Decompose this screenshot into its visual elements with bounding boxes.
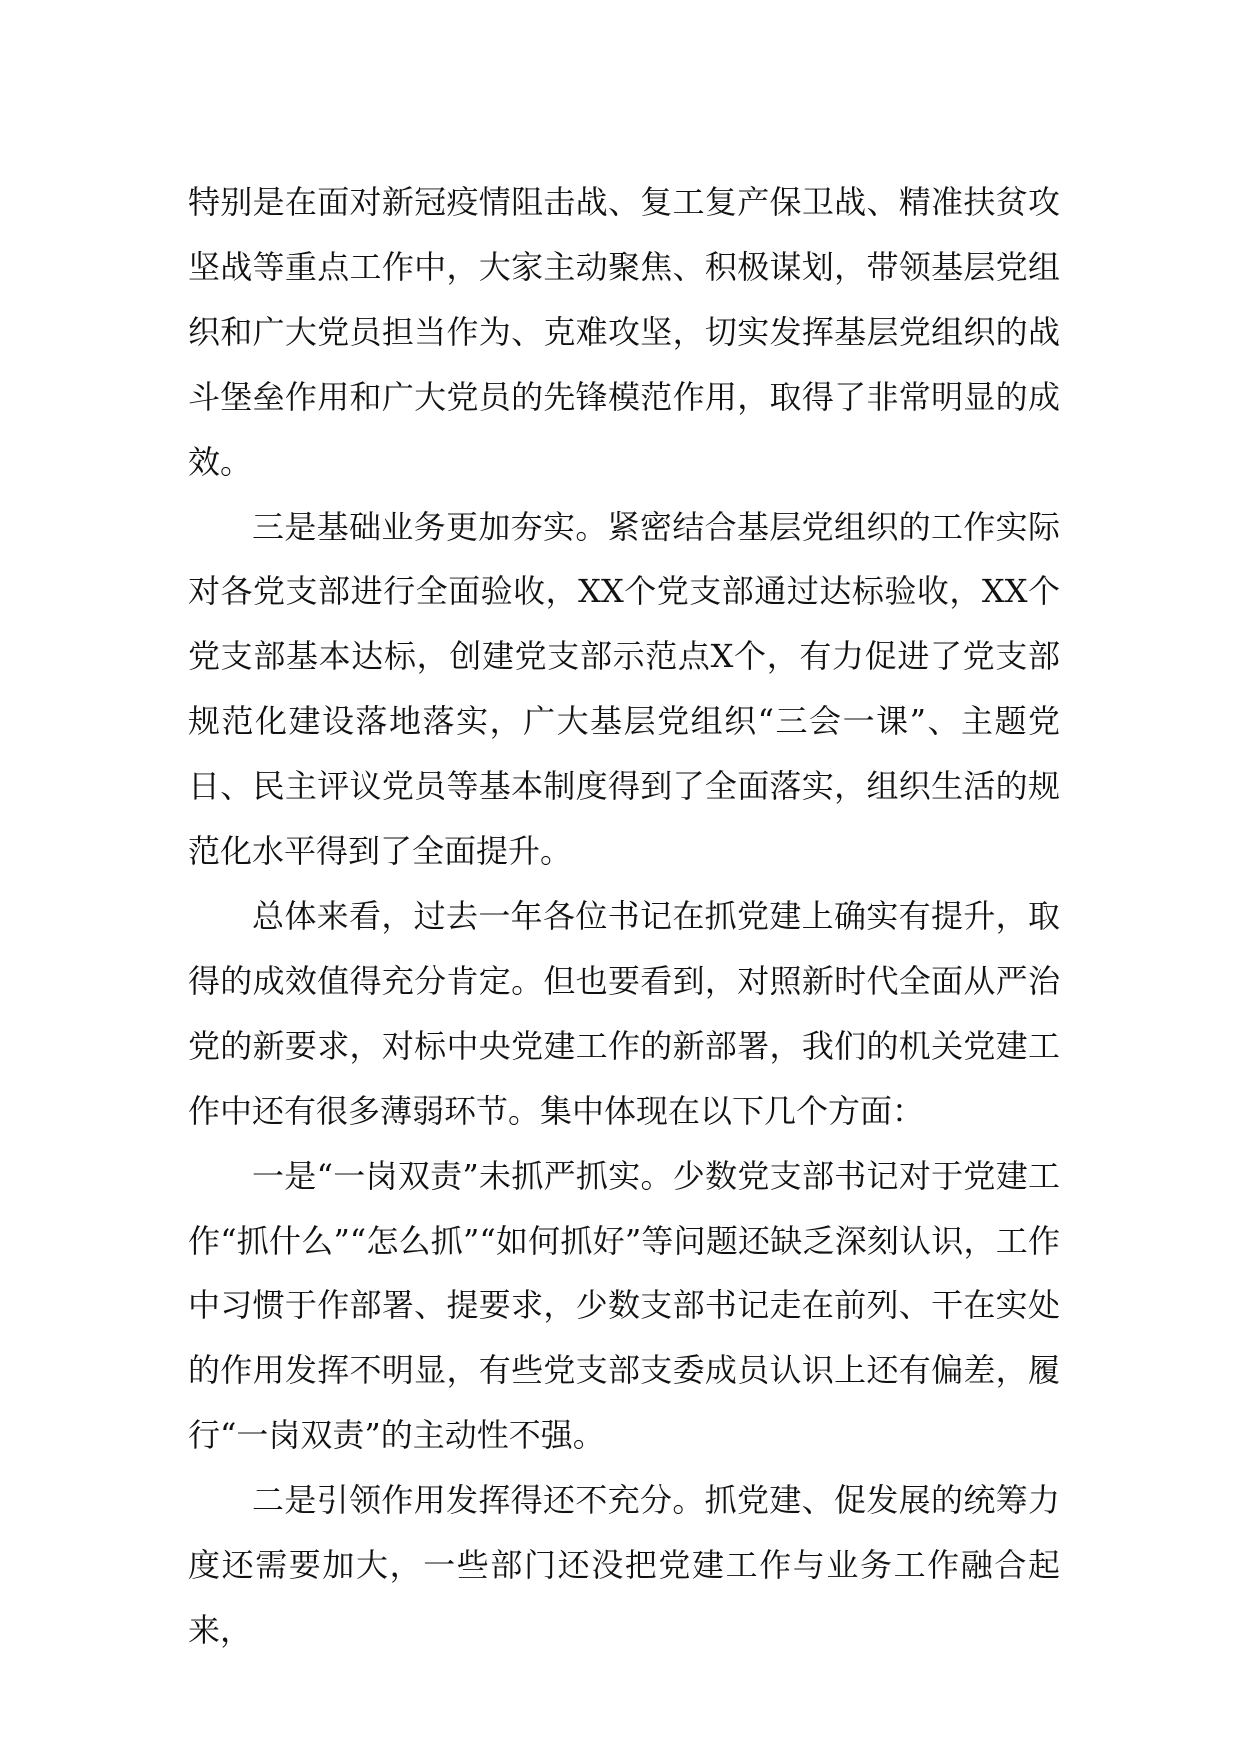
paragraph-5: 二是引领作用发挥得还不充分。抓党建、促发展的统筹力度还需要加大，一些部门还没把党建工作与业务工作融合起来， (188, 1481, 1060, 1649)
paragraph-1: 特别是在面对新冠疫情阻击战、复工复产保卫战、精准扶贫攻坚战等重点工作中，大家主动聚焦、积极谋划，带领基层党组织和广大党员担当作为、克难攻坚，切实发挥基层党组织的战斗堡垒作用和广大党员的先锋模范作用，取得了非常明显的成效。 (188, 183, 1060, 481)
paragraph-3: 总体来看，过去一年各位书记在抓党建上确实有提升，取得的成效值得充分肯定。但也要看到，对照新时代全面从严治党的新要求，对标中央党建工作的新部署，我们的机关党建工作中还有很多薄弱环节。集中体现在以下几个方面： (188, 896, 1060, 1130)
paragraph-2: 三是基础业务更加夯实。紧密结合基层党组织的工作实际对各党支部进行全面验收，XX个党支部通过达标验收，XX个党支部基本达标，创建党支部示范点X个，有力促进了党支部规范化建设落地落实，广大基层党组织“三会一课”、主题党日、民主评议党员等基本制度得到了全面落实，组织生活的规范化水平得到了全面提升。 (188, 507, 1060, 871)
document-body (188, 170, 1060, 1663)
paragraph-4: 一是“一岗双责”未抓严抓实。少数党支部书记对于党建工作“抓什么”“怎么抓”“如何抓好”等问题还缺乏深刻认识，工作中习惯于作部署、提要求，少数支部书记走在前列、干在实处的作用发挥不明显，有些党支部支委成员认识上还有偏差，履行“一岗双责”的主动性不强。 (188, 1156, 1060, 1455)
